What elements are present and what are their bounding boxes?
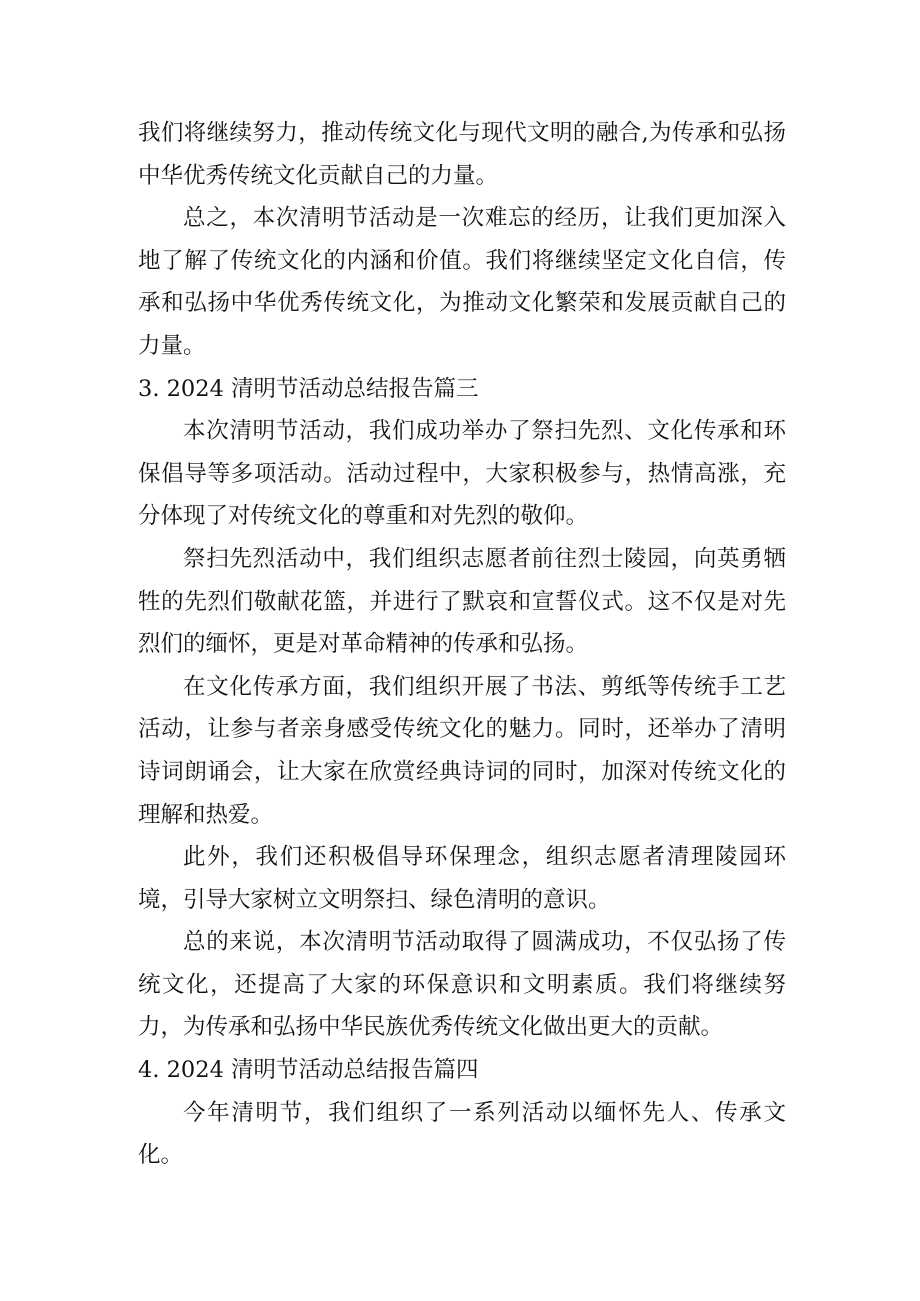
- paragraph-martyrs-tribute: 祭扫先烈活动中，我们组织志愿者前往烈士陵园，向英勇牺牲的先烈们敬献花篮，并进行了默哀和宣誓仪式。这不仅是对先烈们的缅怀，更是对革命精神的传承和弘扬。: [138, 545, 786, 658]
- paragraph-part-four-intro: 今年清明节，我们组织了一系列活动以缅怀先人、传承文化。: [138, 1099, 786, 1169]
- paragraph-summary: 总的来说，本次清明节活动取得了圆满成功，不仅弘扬了传统文化，还提高了大家的环保意识和文明素质。我们将继续努力，为传承和弘扬中华民族优秀传统文化做出更大的贡献。: [138, 929, 786, 1041]
- paragraph-conclusion: 总之，本次清明节活动是一次难忘的经历，让我们更加深入地了解了传统文化的内涵和价值。我们将继续坚定文化自信，传承和弘扬中华优秀传统文化，为推动文化繁荣和发展贡献自己的力量。: [138, 205, 786, 359]
- paragraph-environmental-advocacy: 此外，我们还积极倡导环保理念，组织志愿者清理陵园环境，引导大家树立文明祭扫、绿色清明的意识。: [138, 844, 786, 913]
- paragraph-continuation: 我们将继续努力，推动传统文化与现代文明的融合,为传承和弘扬中华优秀传统文化贡献自己的力量。: [138, 120, 786, 189]
- section-heading-part-four: 4. 2024 清明节活动总结报告篇四: [138, 1057, 479, 1084]
- paragraph-cultural-heritage: 在文化传承方面，我们组织开展了书法、剪纸等传统手工艺活动，让参与者亲身感受传统文化的魅力。同时，还举办了清明诗词朗诵会，让大家在欣赏经典诗词的同时，加深对传统文化的理解和热爱。: [138, 673, 786, 828]
- section-heading-part-three: 3. 2024 清明节活动总结报告篇三: [138, 375, 479, 402]
- paragraph-activity-overview: 本次清明节活动，我们成功举办了祭扫先烈、文化传承和环保倡导等多项活动。活动过程中，大家积极参与，热情高涨，充分体现了对传统文化的尊重和对先烈的敬仰。: [138, 418, 786, 530]
- document-page: [138, 112, 786, 1177]
